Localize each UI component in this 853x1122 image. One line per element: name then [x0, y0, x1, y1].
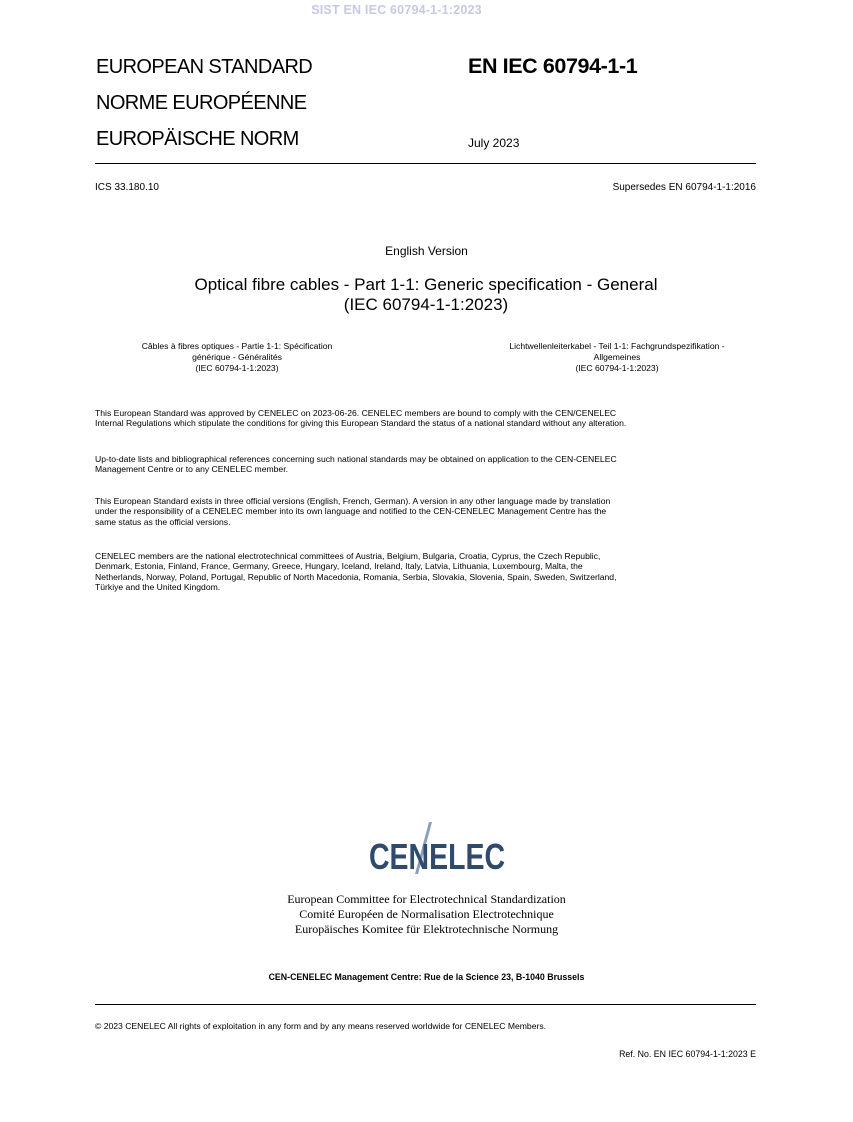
logo-text: CENELEC — [369, 836, 505, 877]
paragraph-line: Management Centre or to any CENELEC member. — [95, 464, 288, 475]
ics-code: ICS 33.180.10 — [95, 182, 159, 193]
standard-name-fr: NORME EUROPÉENNE — [96, 92, 307, 114]
paragraph-line: Up-to-date lists and bibliographical references concerning such national standards may be obtained on application to the CEN-CENELEC — [95, 454, 617, 464]
paragraph-line: Netherlands, Norway, Poland, Portugal, Republic of North Macedonia, Romania, Serbia, Slovakia, Slovenia, Spain, Sweden, Switzerland, — [95, 571, 617, 582]
committee-names — [0, 892, 853, 937]
footer-divider — [95, 1004, 756, 1005]
paragraph-line: Türkiye and the United Kingdom. — [95, 582, 221, 593]
paragraph-line: This European Standard was approved by CENELEC on 2023-06-26. CENELEC members are bound to comply with the CEN/CENELEC — [95, 408, 617, 418]
publication-date: July 2023 — [468, 136, 520, 150]
paragraph-line: under the responsibility of a CENELEC member into its own language and notified to the CEN-CENELEC Management Centre has the — [95, 506, 607, 517]
management-centre-address: CEN-CENELEC Management Centre: Rue de la Science 23, B-1040 Brussels — [268, 972, 585, 982]
standard-names — [96, 54, 312, 162]
french-title-line-1: Câbles à fibres optiques - Partie 1-1: Spécification — [141, 341, 333, 351]
french-title — [96, 341, 378, 374]
french-title-line-3: (IEC 60794-1-1:2023) — [195, 363, 279, 373]
supersedes-note: Supersedes EN 60794-1-1:2016 — [612, 182, 756, 193]
title-line-1: Optical fibre cables - Part 1-1: Generic specification - General — [194, 275, 658, 294]
reference-number: Ref. No. EN IEC 60794-1-1:2023 E — [619, 1049, 756, 1059]
cenelec-logo — [362, 820, 512, 876]
header-divider — [95, 163, 756, 164]
standard-name-en: EUROPEAN STANDARD — [96, 56, 313, 78]
watermark: SIST EN IEC 60794-1-1:2023 — [311, 3, 482, 17]
standard-name-de: EUROPÄISCHE NORM — [96, 128, 299, 150]
paragraph-line: CENELEC members are the national electrotechnical committees of Austria, Belgium, Bulgaria, Croatia, Cyprus, the Czech Republic, — [95, 551, 601, 561]
paragraph-line: Internal Regulations which stipulate the conditions for giving this European Standard the status of a national standard without any alteration. — [95, 418, 627, 429]
versions-paragraph — [95, 496, 759, 527]
document-title — [120, 275, 732, 315]
approval-paragraph — [95, 408, 759, 429]
copyright-notice: © 2023 CENELEC All rights of exploitation in any form and by any means reserved worldwide for CENELEC Members. — [95, 1021, 547, 1031]
standard-number: EN IEC 60794-1-1 — [468, 54, 638, 78]
german-title-line-3: (IEC 60794-1-1:2023) — [575, 363, 659, 373]
german-title-line-2: Allgemeines — [593, 352, 641, 362]
committee-name-en: European Committee for Electrotechnical Standardization — [287, 892, 566, 906]
paragraph-line: This European Standard exists in three official versions (English, French, German). A version in any other language made by translation — [95, 496, 611, 506]
paragraph-line: same status as the official versions. — [95, 516, 231, 527]
references-paragraph — [95, 454, 759, 475]
german-title — [476, 341, 758, 374]
german-title-line-1: Lichtwellenleiterkabel - Teil 1-1: Fachgrundspezifikation - — [509, 341, 725, 351]
french-title-line-2: générique - Généralités — [192, 352, 282, 362]
version-label: English Version — [385, 244, 468, 258]
title-line-2: (IEC 60794-1-1:2023) — [343, 295, 509, 314]
committee-name-fr: Comité Européen de Normalisation Electrotechnique — [299, 907, 554, 921]
paragraph-line: Denmark, Estonia, Finland, France, Germany, Greece, Hungary, Iceland, Ireland, Italy, Latvia, Lithuania, Luxembourg, Malta, the — [95, 561, 583, 572]
committee-name-de: Europäisches Komitee für Elektrotechnische Normung — [294, 922, 559, 936]
members-paragraph — [95, 551, 759, 593]
